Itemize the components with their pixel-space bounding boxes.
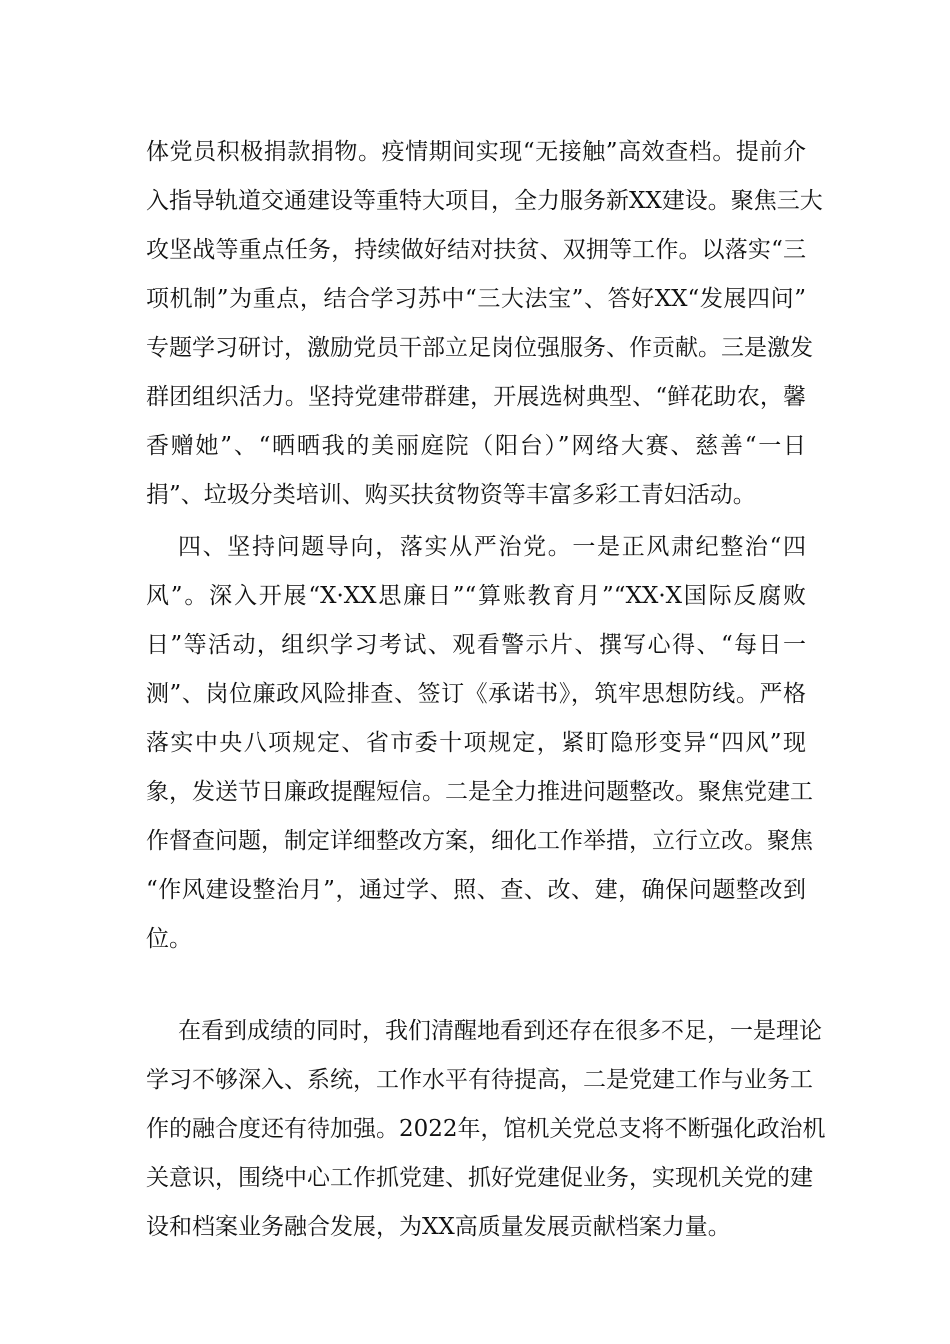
text-line: 关意识，围绕中心工作抓党建、抓好党建促业务，实现机关党的建 (146, 1165, 813, 1191)
text-line: 作督查问题，制定详细整改方案，细化工作举措，立行立改。聚焦 (146, 828, 813, 854)
text-line: 攻坚战等重点任务，持续做好结对扶贫、双拥等工作。以落实“三 (146, 237, 806, 263)
text-line: 四、坚持问题导向，落实从严治党。一是正风肃纪整治“四 (178, 534, 806, 560)
text-line: 香赠她”、“晒晒我的美丽庭院（阳台）”网络大赛、慈善“一日 (146, 433, 806, 459)
text-line: 象，发送节日廉政提醒短信。二是全力推进问题整改。聚焦党建工 (146, 779, 813, 805)
text-line: 在看到成绩的同时，我们清醒地看到还存在很多不足，一是理论 (178, 1018, 822, 1044)
text-line: 学习不够深入、系统，工作水平有待提高，二是党建工作与业务工 (146, 1067, 813, 1093)
text-line: 设和档案业务融合发展，为XX高质量发展贡献档案力量。 (146, 1214, 731, 1240)
text-line: 专题学习研讨，激励党员干部立足岗位强服务、作贡献。三是激发 (146, 335, 813, 361)
text-line: “作风建设整治月”，通过学、照、查、改、建，确保问题整改到 (146, 877, 806, 903)
text-line: 位。 (146, 926, 192, 952)
text-line: 落实中央八项规定、省市委十项规定，紧盯隐形变异“四风”现 (146, 730, 806, 756)
text-line: 体党员积极捐款捐物。疫情期间实现“无接触”高效查档。提前介 (146, 139, 806, 165)
text-line: 测”、岗位廉政风险排查、签订《承诺书》，筑牢思想防线。严格 (146, 681, 806, 707)
text-line: 群团组织活力。坚持党建带群建，开展选树典型、“鲜花助农，馨 (146, 384, 806, 410)
text-line: 作的融合度还有待加强。2022年，馆机关党总支将不断强化政治机 (146, 1116, 826, 1142)
text-line: 入指导轨道交通建设等重特大项目，全力服务新XX建设。聚焦三大 (146, 188, 823, 214)
text-line: 风”。深入开展“X·XX思廉日”“算账教育月”“XX·X国际反腐败 (146, 583, 806, 609)
text-line: 日”等活动，组织学习考试、观看警示片、撰写心得、“每日一 (146, 632, 806, 658)
text-line: 捐”、垃圾分类培训、购买扶贫物资等丰富多彩工青妇活动。 (146, 482, 756, 508)
text-line: 项机制”为重点，结合学习苏中“三大法宝”、答好XX“发展四问” (146, 286, 806, 312)
